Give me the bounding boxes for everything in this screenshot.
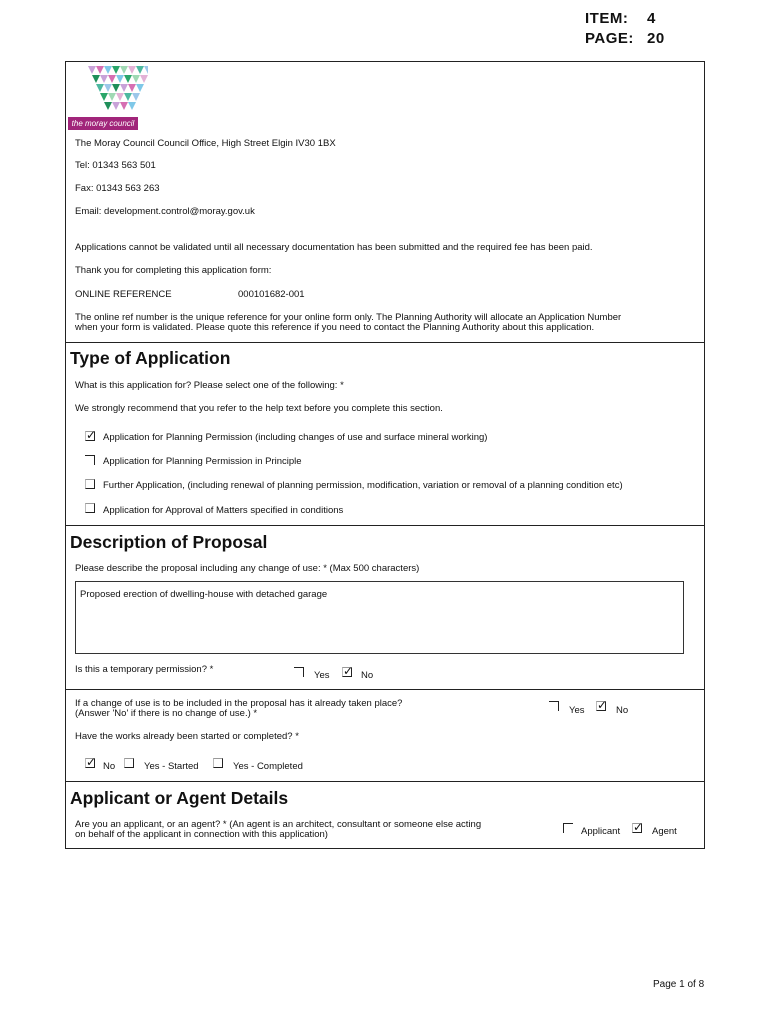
section-divider <box>66 342 704 343</box>
proposal-description-text: Proposed erection of dwelling-house with detached garage <box>80 589 328 600</box>
validation-note: Applications cannot be validated until all necessary documentation has been submitted and the required fee has been paid. <box>75 242 593 253</box>
agent-checkbox[interactable] <box>632 823 642 833</box>
type-of-application-heading: Type of Application <box>70 348 231 368</box>
option-ppp-label: Application for Planning Permission in Principle <box>103 456 302 467</box>
section-divider <box>66 689 704 690</box>
change-use-question-line2: (Answer 'No' if there is no change of use.) * <box>75 708 258 719</box>
type-recommend: We strongly recommend that you refer to the help text before you complete this section. <box>75 403 443 414</box>
works-started-label: Yes - Started <box>144 761 199 772</box>
change-use-question-line1: If a change of use is to be included in the proposal has it already taken place? <box>75 698 403 709</box>
item-page-header <box>585 9 665 49</box>
applicant-checkbox[interactable] <box>563 823 573 833</box>
online-ref-value: 000101682-001 <box>238 289 305 300</box>
applicant-question-line2: on behalf of the applicant in connection with this application) <box>75 829 328 840</box>
temporary-no-checkbox[interactable] <box>342 667 352 677</box>
council-email: Email: development.control@moray.gov.uk <box>75 206 255 217</box>
applicant-question-line1: Are you an applicant, or an agent? * (An agent is an architect, consultant or someone else acting <box>75 819 482 830</box>
option-further-application-label: Further Application, (including renewal of planning permission, modification, variation or removal of a planning condition etc) <box>103 480 623 491</box>
description-prompt: Please describe the proposal including any change of use: * (Max 500 characters) <box>75 563 420 574</box>
works-no-label: No <box>103 761 116 772</box>
moray-council-logo <box>68 64 164 130</box>
temporary-question: Is this a temporary permission? * <box>75 664 214 675</box>
option-ppp-checkbox[interactable] <box>85 455 95 465</box>
option-planning-permission-checkbox[interactable] <box>85 431 95 441</box>
item-label: ITEM: <box>585 10 629 27</box>
page-value: 20 <box>647 30 665 47</box>
section-divider <box>66 781 704 782</box>
option-further-application-checkbox[interactable] <box>85 479 95 489</box>
temporary-yes-checkbox[interactable] <box>294 667 304 677</box>
temporary-yes-label: Yes <box>314 670 330 681</box>
change-use-no-checkbox[interactable] <box>596 701 606 711</box>
type-question: What is this application for? Please select one of the following: * <box>75 380 344 391</box>
council-address: The Moray Council Council Office, High Street Elgin IV30 1BX <box>75 138 336 149</box>
applicant-label: Applicant <box>581 826 621 837</box>
page-number: Page 1 of 8 <box>653 979 705 990</box>
option-approval-matters-checkbox[interactable] <box>85 503 95 513</box>
works-no-checkbox[interactable] <box>85 758 95 768</box>
council-fax: Fax: 01343 563 263 <box>75 183 160 194</box>
change-use-yes-checkbox[interactable] <box>549 701 559 711</box>
temporary-no-label: No <box>361 670 374 681</box>
thanks-text: Thank you for completing this application form: <box>75 265 272 276</box>
page-label: PAGE: <box>585 30 634 47</box>
works-completed-label: Yes - Completed <box>233 761 303 772</box>
option-approval-matters-label: Application for Approval of Matters specified in conditions <box>103 505 344 516</box>
logo-wordmark: the moray council <box>68 117 138 130</box>
application-form <box>65 61 705 849</box>
ref-note-line2: when your form is validated. Please quote this reference if you need to contact the Planning Authority about this application. <box>75 322 595 333</box>
change-use-yes-label: Yes <box>569 705 585 716</box>
item-value: 4 <box>647 10 656 27</box>
applicant-agent-heading: Applicant or Agent Details <box>70 788 289 808</box>
option-planning-permission-label: Application for Planning Permission (including changes of use and surface mineral working) <box>103 432 488 443</box>
section-divider <box>66 525 704 526</box>
works-started-checkbox[interactable] <box>124 758 134 768</box>
description-heading: Description of Proposal <box>70 532 268 552</box>
proposal-description-field[interactable] <box>75 581 684 654</box>
works-question: Have the works already been started or completed? * <box>75 731 299 742</box>
agent-label: Agent <box>652 826 677 837</box>
ref-note-line1: The online ref number is the unique reference for your online form only. The Planning Authority will allocate an Application Number <box>75 312 622 323</box>
works-completed-checkbox[interactable] <box>213 758 223 768</box>
triangle-pattern-icon <box>68 64 148 116</box>
online-ref-label: ONLINE REFERENCE <box>75 289 172 300</box>
council-tel: Tel: 01343 563 501 <box>75 160 156 171</box>
change-use-no-label: No <box>616 705 629 716</box>
